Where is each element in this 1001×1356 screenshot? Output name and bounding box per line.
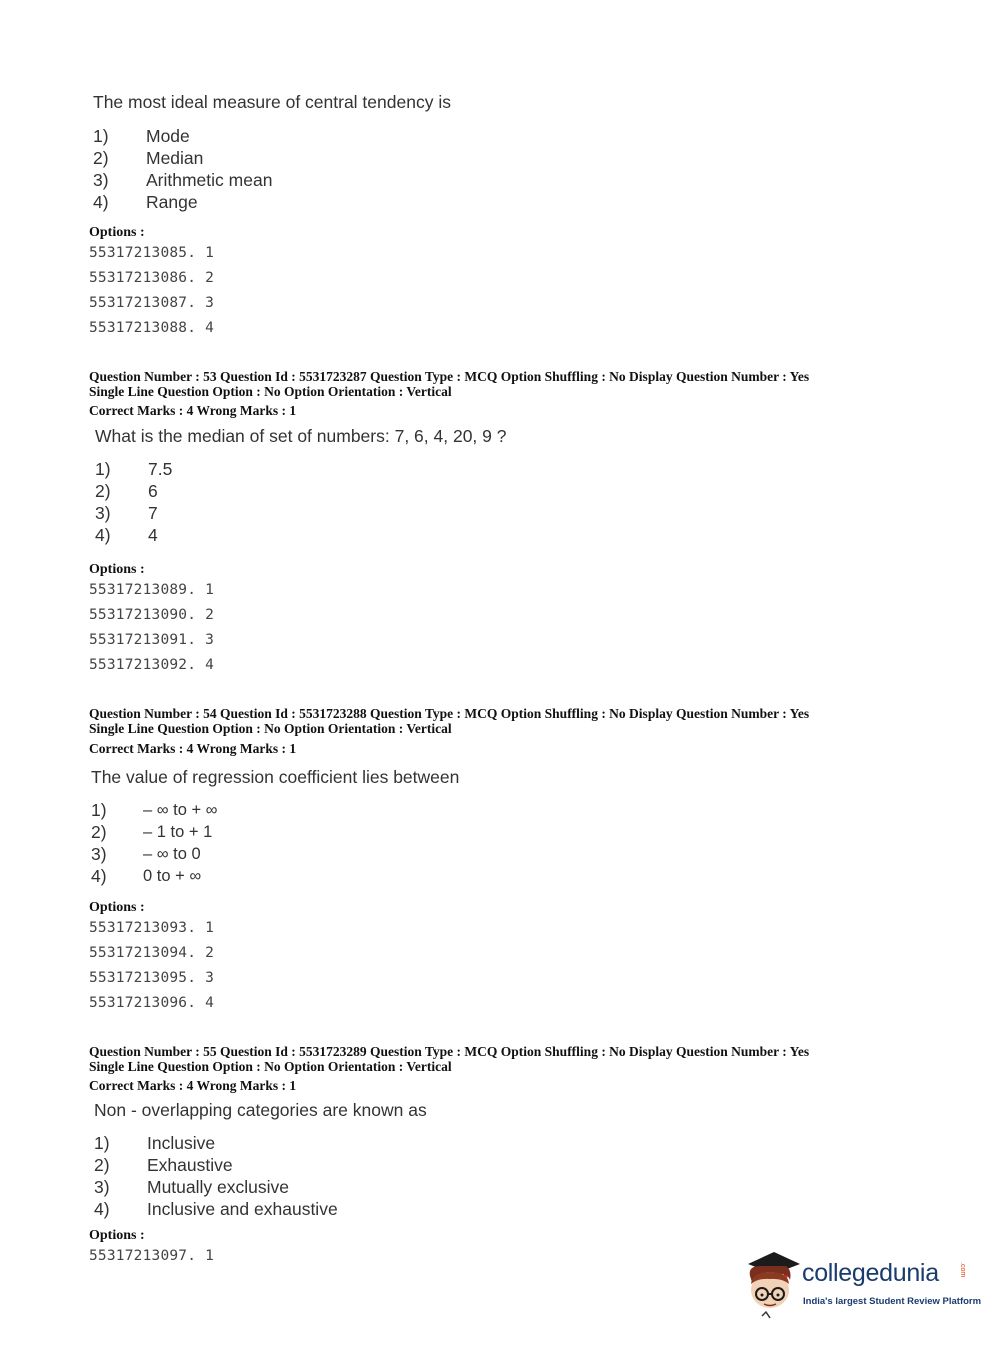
q54-options-label: Options : [89,900,145,915]
q53-option-id-4: 55317213092. 4 [89,657,215,673]
q52-option-id-2: 55317213086. 2 [89,270,215,286]
collegedunia-logo [740,1250,982,1320]
q53-options-label: Options : [89,562,145,577]
q53-option-3-text: 7 [148,503,158,523]
q53-option-4-number: 4) [95,525,111,545]
q54-option-1-number: 1) [91,800,107,820]
q52-option-3-number: 3) [93,170,109,190]
q52-option-id-3: 55317213087. 3 [89,295,215,311]
q54-option-id-2: 55317213094. 2 [89,945,215,961]
q53-option-2-text: 6 [148,481,158,501]
q53-option-4-text: 4 [148,525,158,545]
question-52-text: The most ideal measure of central tendency is [93,92,451,112]
q55-meta-line-1: Question Number : 55 Question Id : 5531723289 Question Type : MCQ Option Shuffling : No Display Question Number : Yes [89,1044,810,1059]
q52-option-4-number: 4) [93,192,109,212]
q54-option-4-text: 0 to + ∞ [143,867,202,885]
q52-option-3-text: Arithmetic mean [146,170,273,190]
q54-option-4-number: 4) [91,866,107,886]
q53-option-3-number: 3) [95,503,111,523]
q55-meta-line-2: Single Line Question Option : No Option Orientation : Vertical [89,1059,452,1074]
q53-option-id-1: 55317213089. 1 [89,582,215,598]
q54-option-3-text: – ∞ to 0 [143,845,201,863]
q53-marks: Correct Marks : 4 Wrong Marks : 1 [89,403,297,418]
q55-option-id-1: 55317213097. 1 [89,1248,215,1264]
q53-option-1-number: 1) [95,459,111,479]
q55-option-4-text: Inclusive and exhaustive [147,1199,338,1219]
q52-option-4-text: Range [146,192,198,212]
q54-option-id-3: 55317213095. 3 [89,970,215,986]
q53-option-id-2: 55317213090. 2 [89,607,215,623]
q53-option-id-3: 55317213091. 3 [89,632,215,648]
question-53-text: What is the median of set of numbers: 7, 6, 4, 20, 9 ? [95,426,507,446]
q52-option-id-4: 55317213088. 4 [89,320,215,336]
q54-meta-line-2: Single Line Question Option : No Option Orientation : Vertical [89,721,452,736]
q52-option-2-number: 2) [93,148,109,168]
q54-option-1-text: – ∞ to + ∞ [143,801,218,819]
q52-option-1-number: 1) [93,126,109,146]
q52-options-label: Options : [89,225,145,240]
q55-option-2-number: 2) [94,1155,110,1175]
mascot-icon [740,1250,802,1320]
q53-option-2-number: 2) [95,481,111,501]
logo-domain-suffix: .com [959,1262,966,1278]
q55-option-3-text: Mutually exclusive [147,1177,289,1197]
q54-option-2-text: – 1 to + 1 [143,823,213,841]
q54-option-id-1: 55317213093. 1 [89,920,215,936]
q54-option-id-4: 55317213096. 4 [89,995,215,1011]
q54-meta-line-1: Question Number : 54 Question Id : 5531723288 Question Type : MCQ Option Shuffling : No Display Question Number : Yes [89,706,810,721]
q55-options-label: Options : [89,1228,145,1243]
q52-option-1-text: Mode [146,126,190,146]
q55-marks: Correct Marks : 4 Wrong Marks : 1 [89,1078,297,1093]
question-54-text: The value of regression coefficient lies between [91,767,460,787]
logo-tagline: India's largest Student Review Platform [803,1296,982,1307]
q52-option-id-1: 55317213085. 1 [89,245,215,261]
q53-meta-line-1: Question Number : 53 Question Id : 5531723287 Question Type : MCQ Option Shuffling : No Display Question Number : Yes [89,369,810,384]
q52-option-2-text: Median [146,148,204,168]
q53-option-1-text: 7.5 [148,459,173,479]
q54-option-3-number: 3) [91,844,107,864]
q55-option-2-text: Exhaustive [147,1155,233,1175]
q54-marks: Correct Marks : 4 Wrong Marks : 1 [89,741,297,756]
q53-meta-line-2: Single Line Question Option : No Option Orientation : Vertical [89,384,452,399]
logo-wordmark: collegedunia [802,1259,939,1287]
question-55-text: Non - overlapping categories are known as [94,1100,427,1120]
q55-option-1-text: Inclusive [147,1133,216,1153]
q55-option-4-number: 4) [94,1199,110,1219]
q54-option-2-number: 2) [91,822,107,842]
q55-option-1-number: 1) [94,1133,110,1153]
q55-option-3-number: 3) [94,1177,110,1197]
